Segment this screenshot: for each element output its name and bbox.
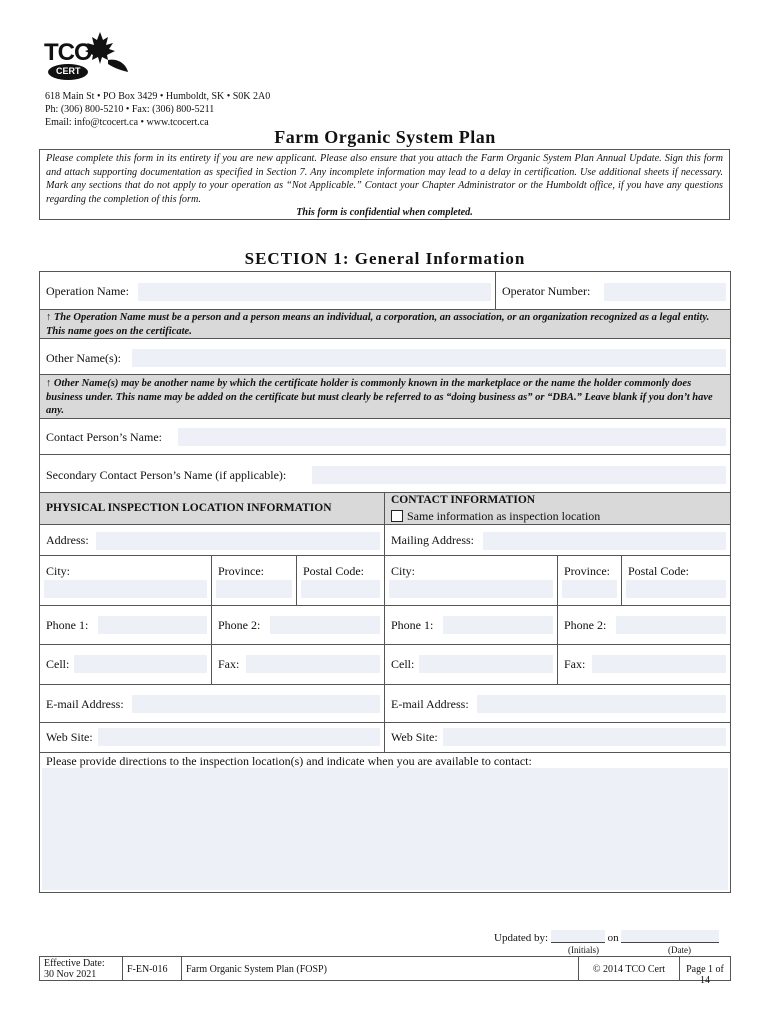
date-field[interactable] bbox=[621, 930, 719, 943]
mailing-website-label: Web Site: bbox=[391, 730, 438, 744]
address-cell bbox=[40, 525, 385, 555]
same-info-checkbox[interactable] bbox=[391, 510, 403, 522]
website-field[interactable] bbox=[98, 728, 380, 746]
mailing-fax-cell bbox=[558, 645, 730, 684]
directions-field[interactable] bbox=[42, 768, 728, 890]
effective-date-label: Effective Date: bbox=[44, 958, 105, 969]
mailing-province-cell bbox=[558, 556, 622, 605]
operation-name-field[interactable] bbox=[138, 283, 491, 301]
website-cell bbox=[40, 723, 385, 752]
city-field[interactable] bbox=[44, 580, 207, 598]
date-caption: (Date) bbox=[668, 945, 691, 955]
directions-area bbox=[40, 753, 730, 892]
cell-field[interactable] bbox=[74, 655, 207, 673]
updated-by-label: Updated by: bbox=[494, 932, 549, 944]
mailing-city-label: City: bbox=[391, 564, 416, 578]
operation-name-note: ↑ The Operation Name must be a person and a person means an individual, a corporation, an association, or an organization recognized as a legal entity. This name goes on the certificate. bbox=[46, 312, 710, 337]
initials-caption: (Initials) bbox=[568, 945, 599, 955]
postal-code-label: Postal Code: bbox=[303, 564, 365, 578]
same-info-option bbox=[391, 509, 600, 524]
phone2-cell bbox=[212, 606, 385, 644]
intro-text: Please complete this form in its entirety if you are new applicant. Please also ensure that you attach the Farm Organic System Plan Annual Update. Sign this form and attach supporting documentation as specified in Section 7. Any incomplete information may lead to a delay in certification. Use additional sheets if necessary. Mark any sections that do not apply to your operation as “Not Applicable.” Contact your Chapter Administrator or the Humboldt office, if you have any questions regarding the completion of this form. bbox=[46, 153, 723, 205]
secondary-contact-field[interactable] bbox=[312, 466, 726, 484]
fax-field[interactable] bbox=[246, 655, 380, 673]
row-city bbox=[40, 556, 730, 606]
page-number: Page 1 of 14 bbox=[686, 964, 724, 986]
mailing-province-field[interactable] bbox=[562, 580, 617, 598]
mailing-fax-label: Fax: bbox=[564, 657, 586, 671]
mailing-website-cell bbox=[385, 723, 730, 752]
other-names-field[interactable] bbox=[132, 349, 726, 367]
province-label: Province: bbox=[218, 564, 264, 578]
document-title: Farm Organic System Plan bbox=[274, 127, 496, 147]
mailing-city-field[interactable] bbox=[389, 580, 553, 598]
city-label: City: bbox=[46, 564, 71, 578]
cell-cell bbox=[40, 645, 212, 684]
phone1-cell bbox=[40, 606, 212, 644]
directions-label: Please provide directions to the inspection location(s) and indicate when you are available to contact: bbox=[46, 754, 532, 768]
row-contact-person bbox=[40, 419, 730, 455]
province-cell bbox=[212, 556, 297, 605]
phone1-field[interactable] bbox=[98, 616, 207, 634]
form-name: Farm Organic System Plan (FOSP) bbox=[186, 964, 327, 975]
mailing-email-label: E-mail Address: bbox=[391, 697, 469, 711]
mailing-email-field[interactable] bbox=[477, 695, 726, 713]
mailing-phone1-label: Phone 1: bbox=[391, 618, 434, 632]
operation-name-label: Operation Name: bbox=[46, 284, 129, 298]
mailing-address-cell bbox=[385, 525, 730, 555]
operator-number-cell bbox=[496, 272, 730, 309]
mailing-fax-field[interactable] bbox=[592, 655, 726, 673]
page-number-cell bbox=[680, 957, 730, 986]
mailing-email-cell bbox=[385, 685, 730, 722]
operator-number-field[interactable] bbox=[604, 283, 726, 301]
phone1-label: Phone 1: bbox=[46, 618, 89, 632]
email-label: E-mail Address: bbox=[46, 697, 124, 711]
other-names-label: Other Name(s): bbox=[46, 351, 121, 365]
mailing-postal-field[interactable] bbox=[626, 580, 726, 598]
other-names-note-row bbox=[40, 375, 730, 419]
phone-line: Ph: (306) 800-5210 • Fax: (306) 800-5211 bbox=[45, 104, 215, 115]
form-code: F-EN-016 bbox=[127, 964, 168, 975]
physical-location-header: PHYSICAL INSPECTION LOCATION INFORMATION bbox=[46, 502, 332, 514]
mailing-phone1-field[interactable] bbox=[443, 616, 553, 634]
contact-header-cell bbox=[385, 493, 730, 524]
postal-code-cell bbox=[297, 556, 385, 605]
operation-name-note-row bbox=[40, 310, 730, 339]
row-address bbox=[40, 525, 730, 556]
logo-text: TCO bbox=[44, 39, 92, 66]
fax-label: Fax: bbox=[218, 657, 240, 671]
section-title: SECTION 1: General Information bbox=[244, 249, 526, 268]
logo-badge: CERT bbox=[56, 66, 81, 76]
updated-on-label: on bbox=[607, 932, 619, 944]
copyright-cell bbox=[579, 957, 680, 980]
contact-person-field[interactable] bbox=[178, 428, 726, 446]
confidential-note: This form is confidential when completed. bbox=[296, 207, 473, 219]
mailing-address-field[interactable] bbox=[483, 532, 726, 550]
form-code-cell bbox=[123, 957, 182, 980]
mailing-phone1-cell bbox=[385, 606, 558, 644]
initials-field[interactable] bbox=[551, 930, 605, 943]
effective-date-cell bbox=[40, 957, 123, 980]
mailing-cell-cell bbox=[385, 645, 558, 684]
other-names-note: ↑ Other Name(s) may be another name by which the certificate holder is commonly known in the marketplace or the name the holder commonly does business under. This name may be added on the certificate but must clearly be referred to as “doing business as” or “DBA.” Leave blank if you don’t have any. bbox=[46, 378, 713, 416]
address-label: Address: bbox=[46, 533, 89, 547]
secondary-contact-label: Secondary Contact Person’s Name (if applicable): bbox=[46, 468, 287, 482]
address-field[interactable] bbox=[96, 532, 380, 550]
row-email bbox=[40, 685, 730, 723]
fax-cell bbox=[212, 645, 385, 684]
address-line: 618 Main St • PO Box 3429 • Humboldt, SK • S0K 2A0 bbox=[45, 91, 271, 102]
row-phone bbox=[40, 606, 730, 645]
operator-number-label: Operator Number: bbox=[502, 284, 591, 298]
row-cell-fax bbox=[40, 645, 730, 685]
row-other-names bbox=[40, 339, 730, 375]
tco-cert-logo bbox=[42, 28, 132, 84]
mailing-address-label: Mailing Address: bbox=[391, 533, 474, 547]
row-secondary-contact bbox=[40, 455, 730, 493]
city-cell bbox=[40, 556, 212, 605]
cell-label: Cell: bbox=[46, 657, 70, 671]
intro-instructions bbox=[39, 149, 730, 220]
effective-date-value: 30 Nov 2021 bbox=[44, 969, 97, 980]
mailing-phone2-label: Phone 2: bbox=[564, 618, 607, 632]
mailing-cell-field[interactable] bbox=[419, 655, 553, 673]
phone2-field[interactable] bbox=[270, 616, 380, 634]
updated-by-line bbox=[494, 930, 719, 944]
mailing-postal-label: Postal Code: bbox=[628, 564, 690, 578]
email-line: Email: info@tcocert.ca • www.tcocert.ca bbox=[45, 117, 209, 128]
mailing-city-cell bbox=[385, 556, 558, 605]
mailing-province-label: Province: bbox=[564, 564, 610, 578]
same-info-label: Same information as inspection location bbox=[407, 509, 601, 523]
email-cell bbox=[40, 685, 385, 722]
mailing-phone2-cell bbox=[558, 606, 730, 644]
general-info-form bbox=[39, 271, 731, 893]
row-operation bbox=[40, 272, 730, 310]
province-field[interactable] bbox=[216, 580, 292, 598]
contact-person-label: Contact Person’s Name: bbox=[46, 430, 162, 444]
row-website bbox=[40, 723, 730, 753]
mailing-postal-cell bbox=[622, 556, 730, 605]
footer-table bbox=[39, 956, 731, 986]
contact-info-header: CONTACT INFORMATION bbox=[391, 494, 536, 506]
mailing-phone2-field[interactable] bbox=[616, 616, 726, 634]
phone2-label: Phone 2: bbox=[218, 618, 261, 632]
mailing-cell-label: Cell: bbox=[391, 657, 415, 671]
website-label: Web Site: bbox=[46, 730, 93, 744]
row-location-headers bbox=[40, 493, 730, 525]
copyright: © 2014 TCO Cert bbox=[592, 964, 666, 975]
mailing-website-field[interactable] bbox=[443, 728, 726, 746]
form-name-cell bbox=[182, 957, 579, 980]
address-block bbox=[45, 90, 270, 129]
physical-header-cell bbox=[40, 493, 385, 524]
postal-code-field[interactable] bbox=[301, 580, 380, 598]
email-field[interactable] bbox=[132, 695, 380, 713]
operation-name-cell bbox=[40, 272, 496, 309]
